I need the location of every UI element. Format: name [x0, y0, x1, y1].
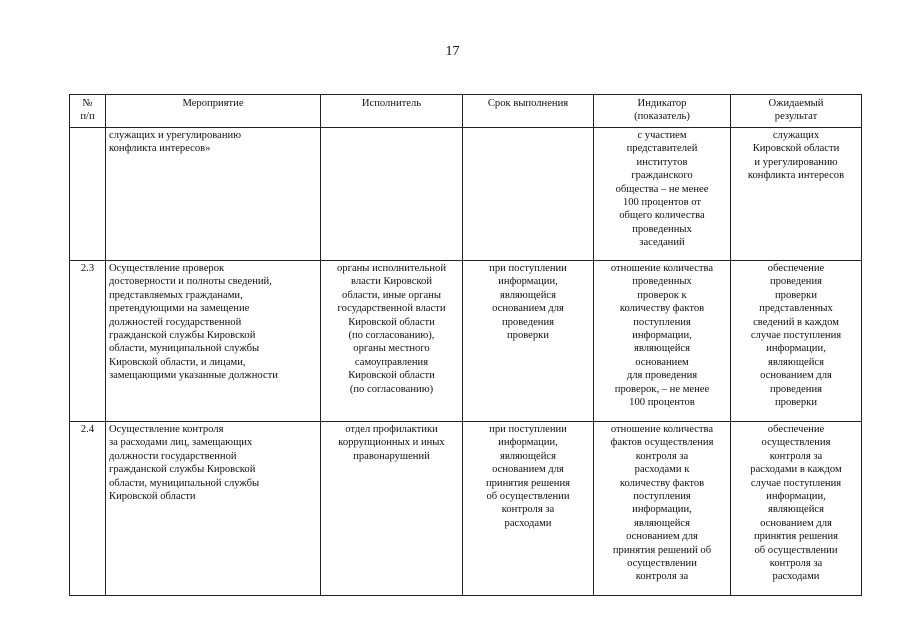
table-row [70, 422, 862, 596]
row-executor: органы исполнительной власти Кировской области, иные органы государственной власти Кировской области (по согласованию), органы местного самоуправления Кировской области (по согласованию) [321, 261, 463, 422]
row-number: 2.3 [70, 261, 106, 422]
row-executor [321, 128, 463, 261]
row-deadline [463, 128, 594, 261]
row-executor: отдел профилактики коррупционных и иных правонарушений [321, 422, 463, 596]
header-deadline: Срок выполнения [463, 95, 594, 128]
table-header-row [70, 95, 862, 128]
row-result: служащих Кировской области и урегулированию конфликта интересов [731, 128, 862, 261]
row-number: 2.4 [70, 422, 106, 596]
header-executor: Исполнитель [321, 95, 463, 128]
table-row [70, 261, 862, 422]
row-deadline: при поступлении информации, являющейся основанием для проведения проверки [463, 261, 594, 422]
table-row [70, 128, 862, 261]
header-activity: Мероприятие [106, 95, 321, 128]
row-result: обеспечение осуществления контроля за расходами в каждом случае поступления информации, являющейся основанием для принятия решения об осуществлении контроля за расходами [731, 422, 862, 596]
row-number [70, 128, 106, 261]
row-indicator: отношение количества проведенных проверок к количеству фактов поступления информации, являющейся основанием для проведения проверок, – не менее 100 процентов [594, 261, 731, 422]
header-result: Ожидаемый результат [731, 95, 862, 128]
header-indicator: Индикатор (показатель) [594, 95, 731, 128]
row-result: обеспечение проведения проверки представленных сведений в каждом случае поступления информации, являющейся основанием для проведения проверки [731, 261, 862, 422]
measures-table [69, 94, 862, 596]
row-indicator: отношение количества фактов осуществления контроля за расходами к количеству фактов поступления информации, являющейся основанием для принятия решений об осуществлении контроля за [594, 422, 731, 596]
row-activity: Осуществление проверок достоверности и полноты сведений, представляемых гражданами, претендующими на замещение должностей государственной гражданской службы Кировской области, муниципальной службы Кировской области, и лицами, замещающими указанные должности [106, 261, 321, 422]
row-indicator: с участием представителей институтов гражданского общества – не менее 100 процентов от общего количества проведенных заседаний [594, 128, 731, 261]
row-activity: служащих и урегулированию конфликта интересов» [106, 128, 321, 261]
row-activity: Осуществление контроля за расходами лиц, замещающих должности государственной гражданской службы Кировской области, муниципальной службы Кировской области [106, 422, 321, 596]
page-number: 17 [445, 44, 460, 59]
header-number: № п/п [70, 95, 106, 128]
row-deadline: при поступлении информации, являющейся основанием для принятия решения об осуществлении контроля за расходами [463, 422, 594, 596]
